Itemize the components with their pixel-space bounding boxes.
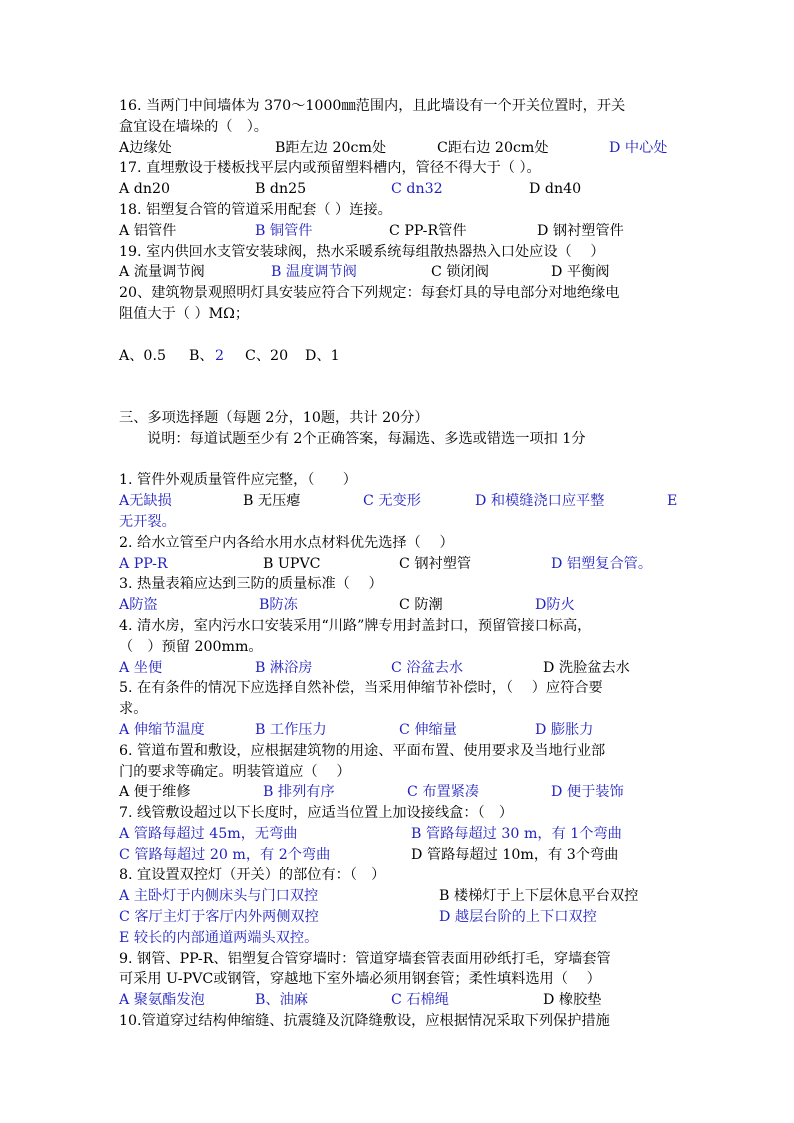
mq4-stem-line2: （ ）预留 200mm。 <box>119 638 263 655</box>
mq8-options-row2 <box>119 907 679 928</box>
option-b: B UPVC <box>263 555 321 572</box>
option-d: D 洗脸盆去水 <box>543 659 630 676</box>
mq10-stem: 10.管道穿过结构伸缩缝、抗震缝及沉降缝敷设，应根据情况采取下列保护措施 <box>119 1013 610 1030</box>
mq6-options <box>119 782 679 803</box>
option-a-answer: A 伸缩节温度 <box>119 721 205 738</box>
option-b-answer: B、油麻 <box>255 992 308 1009</box>
option-a-answer: A无缺损 <box>119 493 172 510</box>
option-b: B 楼梯灯于上下层休息平台双控 <box>439 888 639 905</box>
mq1-stem: 1. 管件外观质量管件应完整，（ ） <box>119 472 357 489</box>
option-c: C 锁闭阀 <box>431 264 489 281</box>
question-19-options <box>119 262 679 283</box>
mq1-option-e-text: 无开裂。 <box>119 513 176 530</box>
mq8-stem: 8. 宜设置双控灯（开关）的部位有：（ ） <box>119 867 386 884</box>
question-18-options <box>119 221 679 242</box>
mq3-stem: 3. 热量表箱应达到三防的质量标准（ ） <box>119 576 383 593</box>
mq6-stem-line1: 6. 管道布置和敷设，应根据建筑物的用途、平面布置、使用要求及当地行业部 <box>119 742 606 759</box>
option-b-answer: B 温度调节阀 <box>271 264 357 281</box>
option-d: D 管路每超过 10m，有 3个弯曲 <box>411 846 619 863</box>
option-c-answer: C 无变形 <box>363 493 421 510</box>
question-20-stem-line2: 阻值大于（ ）MΩ； <box>119 305 250 322</box>
mq8-options-row1 <box>119 886 679 907</box>
mq5-stem-line1: 5. 在有条件的情况下应选择自然补偿，当采用伸缩节补偿时，（ ）应符合要 <box>119 680 603 697</box>
mq5-options <box>119 720 679 741</box>
option-d-answer: D 中心处 <box>609 139 668 156</box>
option-a-answer: A PP-R <box>119 555 168 572</box>
option-d-answer: D 和模缝浇口应平整 <box>475 493 605 510</box>
mq2-options <box>119 554 679 575</box>
option-b-answer: B 铜管件 <box>255 222 313 239</box>
mq6-stem-line2: 门的要求等确定。明装管道应（ ） <box>119 763 351 780</box>
option-a-answer: A 主卧灯于内侧床头与门口双控 <box>119 888 319 905</box>
mq7-stem: 7. 线管敷设超过以下长度时，应适当位置上加设接线盒：（ ） <box>119 805 514 822</box>
question-17-options <box>119 179 679 200</box>
option-d-answer: D 便于装饰 <box>551 784 624 801</box>
option-d: D 平衡阀 <box>551 264 610 281</box>
mq5-stem-line2: 求。 <box>119 701 148 718</box>
option-a-answer: A 坐便 <box>119 659 163 676</box>
option-a: A 便于维修 <box>119 784 191 801</box>
option-c: C 防潮 <box>399 597 443 614</box>
option-b-answer: B防冻 <box>259 597 298 614</box>
question-18-stem: 18. 铝塑复合管的管道采用配套（ ）连接。 <box>119 201 392 218</box>
option-b-value-answer: 2 <box>215 347 225 364</box>
option-a: A边缘处 <box>119 139 172 156</box>
mq8-option-e-answer: E 较长的内部通道两端头双控。 <box>119 929 319 946</box>
mq7-options-row2 <box>119 845 679 866</box>
mq4-options <box>119 658 679 679</box>
option-c: C 钢衬塑管 <box>399 555 472 572</box>
option-d-answer: D防火 <box>535 597 575 614</box>
option-e-answer: E <box>667 493 678 510</box>
option-a: A 铝管件 <box>119 222 177 239</box>
option-d-answer: D 膨胀力 <box>535 721 594 738</box>
option-a-answer: A 管路每超过 45m，无弯曲 <box>119 825 298 842</box>
option-c-answer: C 石棉绳 <box>391 992 449 1009</box>
mq3-options <box>119 595 679 616</box>
section-3-title: 三、多项选择题（每题 2分，10题，共计 20分） <box>119 409 429 426</box>
option-b: B 无压瘪 <box>243 493 301 510</box>
option-c-answer: C 客厅主灯于客厅内外两侧双控 <box>119 909 319 926</box>
mq4-stem-line1: 4. 清水房，室内污水口安装采用“川路”牌专用封盖封口，预留管接口标高， <box>119 617 592 634</box>
mq9-stem-line2: 可采用 U-PVC或钢管，穿越地下室外墙必须用钢套管；柔性填料选用（ ） <box>119 971 601 988</box>
question-20-stem-line1: 20、建筑物景观照明灯具安装应符合下列规定：每套灯具的导电部分对地绝缘电 <box>119 285 620 302</box>
option-c: C距右边 20cm处 <box>437 139 549 156</box>
option-b-answer: B 工作压力 <box>255 721 327 738</box>
option-b: B距左边 20cm处 <box>275 139 387 156</box>
option-c: C、20 <box>245 347 289 364</box>
section-3-note: 说明：每道试题至少有 2个正确答案，每漏选、多选或错选一项扣 1分 <box>147 430 586 447</box>
question-16-stem-line1: 16. 当两门中间墙体为 370～1000㎜范围内，且此墙设有一个开关位置时，开关 <box>119 98 626 114</box>
option-c-answer: C 布置紧凑 <box>407 784 480 801</box>
option-b-answer: B 淋浴房 <box>255 659 313 676</box>
option-b-answer: B 排列有序 <box>263 784 335 801</box>
question-20-options <box>119 346 679 367</box>
mq9-stem-line1: 9. 钢管、PP-R、铝塑复合管穿墙时：管道穿墙套管表面用砂纸打毛，穿墙套管 <box>119 950 611 967</box>
option-c-answer: C 浴盆去水 <box>391 659 464 676</box>
mq7-options-row1 <box>119 824 679 845</box>
mq9-options <box>119 990 679 1011</box>
mq1-options <box>119 491 679 512</box>
option-d-answer: D 铝塑复合管。 <box>551 555 653 572</box>
option-a-answer: A防盗 <box>119 597 158 614</box>
option-d-answer: D 越层台阶的上下口双控 <box>439 909 597 926</box>
option-c: C PP-R管件 <box>389 222 467 239</box>
option-d: D 钢衬塑管件 <box>537 222 624 239</box>
option-c-answer: C dn32 <box>391 181 443 198</box>
question-17-stem: 17. 直埋敷设于楼板找平层内或预留塑料槽内，管径不得大于（ ）。 <box>119 160 541 177</box>
option-b: B、 <box>189 347 214 364</box>
question-16-options <box>119 138 679 159</box>
option-c-answer: C 伸缩量 <box>399 721 457 738</box>
option-d: D dn40 <box>529 181 582 198</box>
option-a-answer: A 聚氨酯发泡 <box>119 992 205 1009</box>
option-a: A 流量调节阀 <box>119 264 205 281</box>
question-16-stem-line2: 盒宜设在墙垛的（ ）。 <box>119 118 268 135</box>
option-c-answer: C 管路每超过 20 m，有 2个弯曲 <box>119 846 331 863</box>
option-d: D 橡胶垫 <box>543 992 602 1009</box>
option-a: A、0.5 <box>119 347 166 364</box>
option-b-answer: B 管路每超过 30 m，有 1个弯曲 <box>411 825 622 842</box>
question-19-stem: 19. 室内供回水支管安装球阀，热水采暖系统每组散热器热入口处应设（ ） <box>119 243 605 260</box>
option-b: B dn25 <box>255 181 307 198</box>
mq2-stem: 2. 给水立管至户内各给水用水点材料优先选择（ ） <box>119 534 454 551</box>
option-d: D、1 <box>305 347 340 364</box>
exam-page <box>119 96 679 1032</box>
option-a: A dn20 <box>119 181 171 198</box>
